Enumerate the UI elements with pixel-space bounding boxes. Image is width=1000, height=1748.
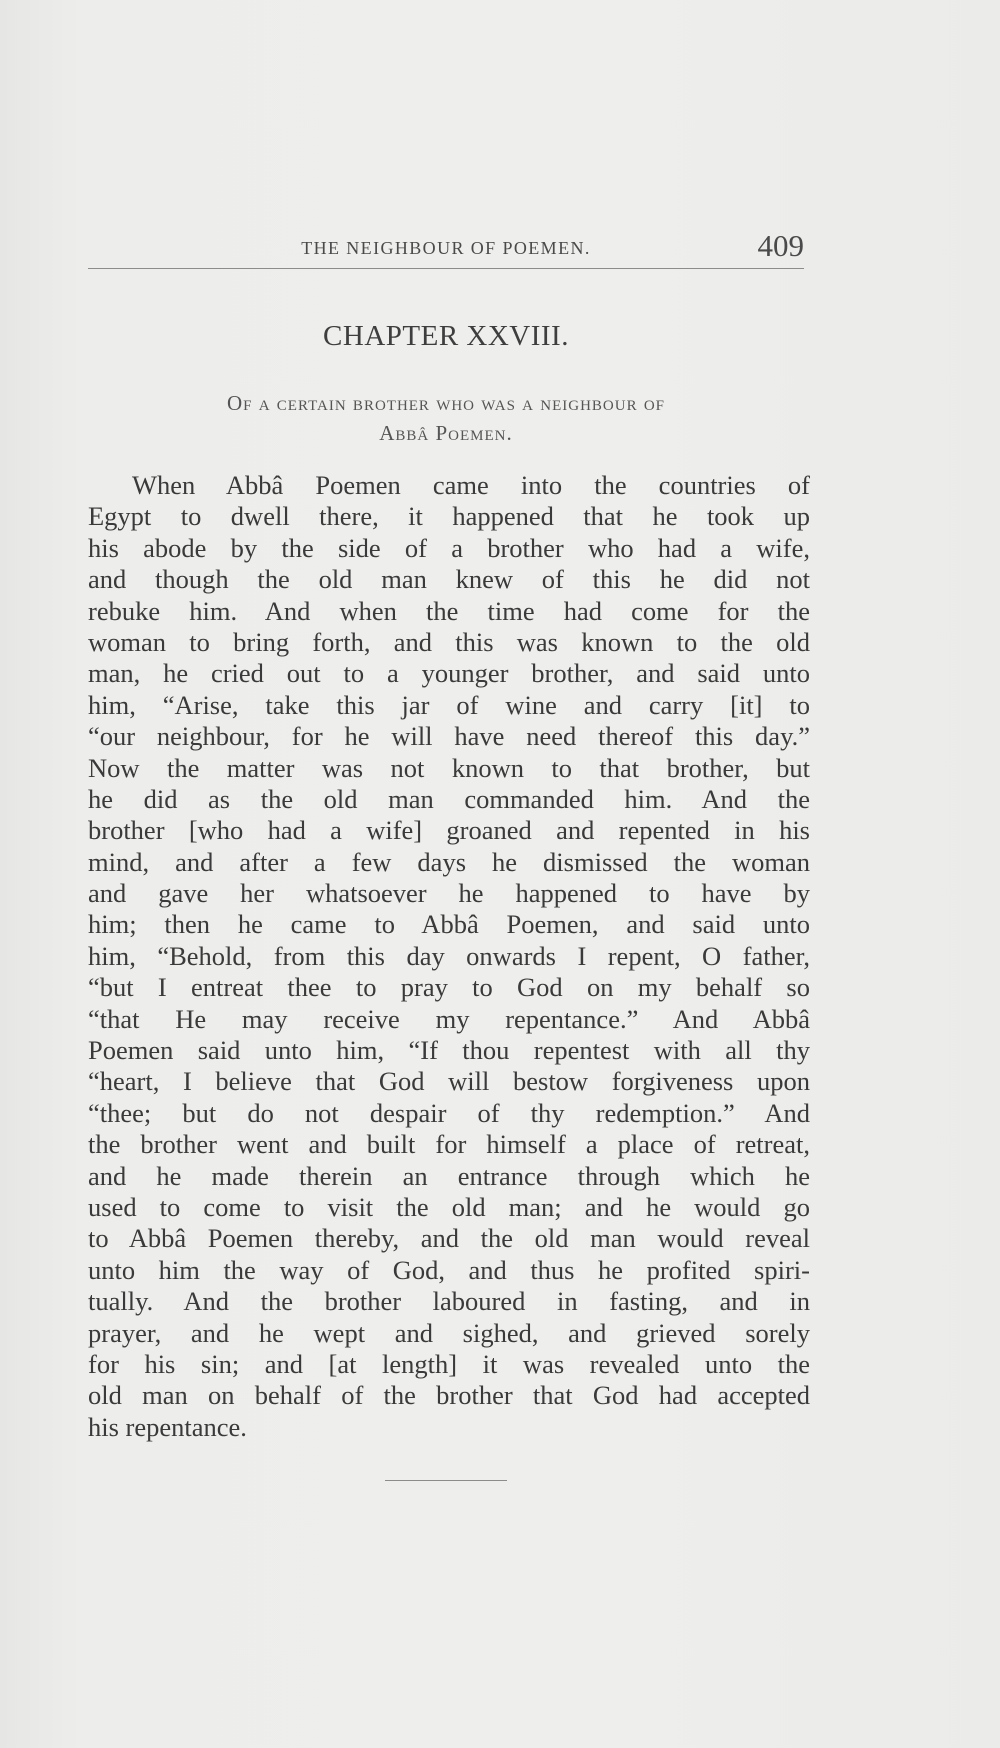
running-head: [88, 228, 804, 268]
text-line: to Abbâ Poemen thereby, and the old man would reveal: [88, 1223, 810, 1254]
body-paragraph: [88, 470, 810, 1443]
text-line: and though the old man knew of this he did not: [88, 564, 810, 595]
text-line: the brother went and built for himself a place of retreat,: [88, 1129, 810, 1160]
text-line: used to come to visit the old man; and he would go: [88, 1191, 810, 1222]
end-rule: [385, 1480, 507, 1481]
page-number: 409: [757, 228, 804, 263]
running-head-title: THE NEIGHBOUR OF POEMEN.: [301, 238, 591, 258]
text-line: him, “Arise, take this jar of wine and carry [it] to: [88, 689, 810, 720]
text-line: his repentance.: [88, 1411, 247, 1442]
text-line: Poemen said unto him, “If thou repentest with all thy: [88, 1035, 810, 1066]
header-rule: [88, 268, 804, 269]
text-line: “heart, I believe that God will bestow forgiveness upon: [88, 1066, 810, 1097]
text-line: “that He may receive my repentance.” And Abbâ: [88, 1003, 810, 1034]
text-line: him, “Behold, from this day onwards I repent, O father,: [88, 940, 810, 971]
text-line: mind, and after a few days he dismissed the woman: [88, 846, 810, 877]
text-line: woman to bring forth, and this was known to the old: [88, 626, 810, 657]
text-line: and he made therein an entrance through which he: [88, 1160, 810, 1191]
chapter-heading: CHAPTER XXVIII.: [323, 320, 569, 352]
chapter-subtitle-line: Abbâ Poemen.: [379, 421, 513, 445]
text-line: man, he cried out to a younger brother, and said unto: [88, 658, 810, 689]
text-line: When Abbâ Poemen came into the countries of: [132, 470, 810, 500]
chapter-subtitle: [88, 388, 804, 448]
text-line: brother [who had a wife] groaned and repented in his: [88, 815, 810, 846]
text-line: “thee; but do not despair of thy redemption.” And: [88, 1097, 810, 1128]
text-line: Egypt to dwell there, it happened that he took up: [88, 501, 810, 532]
chapter-subtitle-line: Of a certain brother who was a neighbour of: [226, 391, 666, 415]
text-line: prayer, and he wept and sighed, and grieved sorely: [88, 1317, 810, 1348]
text-line: “but I entreat thee to pray to God on my behalf so: [88, 972, 810, 1003]
text-line: old man on behalf of the brother that God had accepted: [88, 1380, 810, 1411]
text-line: him; then he came to Abbâ Poemen, and said unto: [88, 909, 810, 940]
text-line: his abode by the side of a brother who had a wife,: [88, 532, 810, 563]
text-line: “our neighbour, for he will have need thereof this day.”: [88, 721, 810, 752]
text-line: for his sin; and [at length] it was revealed unto the: [88, 1348, 810, 1379]
text-line: Now the matter was not known to that brother, but: [88, 752, 810, 783]
text-line: rebuke him. And when the time had come for the: [88, 595, 810, 626]
text-line: tually. And the brother laboured in fasting, and in: [88, 1286, 810, 1317]
text-line: he did as the old man commanded him. And the: [88, 783, 810, 814]
text-line: unto him the way of God, and thus he profited spiri-: [88, 1254, 810, 1285]
text-line: and gave her whatsoever he happened to have by: [88, 878, 810, 909]
